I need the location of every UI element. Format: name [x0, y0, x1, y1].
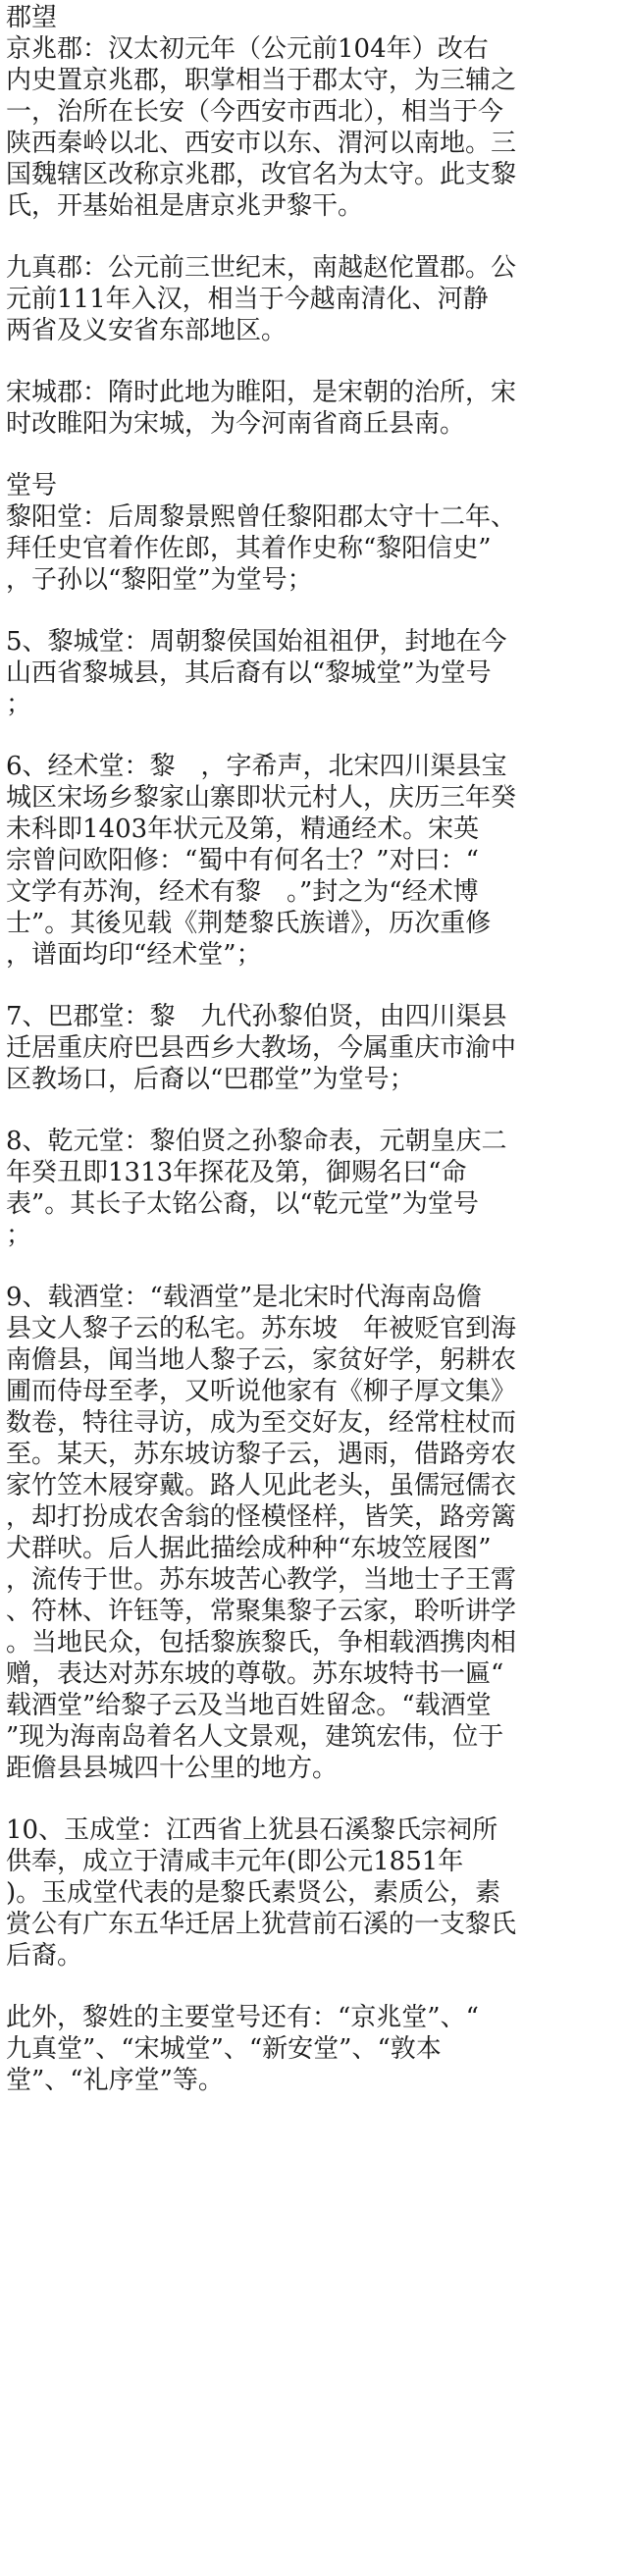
text-line: 城区宋场乡黎家山寨即状元村人，庆历三年癸: [6, 783, 517, 813]
text-line: 宗曾问欧阳修：“蜀中有何名士？”对曰：“: [6, 846, 479, 875]
text-line: 九真郡：公元前三世纪末，南越赵佗置郡。公: [6, 253, 517, 283]
text-line: 区教场口，后裔以“巴郡堂”为堂号；: [6, 1065, 415, 1094]
text-line: 圃而侍母至孝，又听说他家有《柳子厚文集》: [6, 1377, 517, 1406]
text-line: 元前111年入汉，相当于今越南清化、河静: [6, 285, 489, 314]
text-line: 氏，开基始祖是唐京兆尹黎干。: [6, 191, 364, 221]
text-line: 7、巴郡堂：黎 九代孙黎伯贤，由四川渠县: [6, 1002, 507, 1031]
text-line: 表”。其长子太铭公裔，以“乾元堂”为堂号: [6, 1189, 479, 1219]
text-line: ，流传于世。苏东坡苦心教学，当地士子王霄: [6, 1565, 517, 1595]
text-line: 两省及义安省东部地区。: [6, 316, 288, 345]
paragraph-jiuzhen: [6, 252, 624, 346]
text-line: 拜任史官着作佐郎，其着作史称“黎阳信史”: [6, 534, 492, 563]
text-line: 京兆郡：汉太初元年（公元前104年）改右: [6, 34, 489, 64]
document-body: [6, 2, 624, 2096]
paragraph-jingzhao: [6, 33, 624, 222]
text-line: 、符林、许钰等，常聚集黎子云家，聆听讲学: [6, 1597, 517, 1626]
text-line: 文学有苏洵，经术有黎 。”封之为“经术博: [6, 877, 479, 907]
text-line: 10、玉成堂：江西省上犹县石溪黎氏宗祠所: [6, 1815, 498, 1845]
paragraph-others: [6, 2002, 624, 2096]
text-line: 5、黎城堂：周朝黎侯国始祖祖伊，封地在今: [6, 627, 507, 657]
paragraph-zaijiu: [6, 1282, 624, 1784]
text-line: 供奉，成立于清咸丰元年(即公元1851年: [6, 1847, 464, 1876]
paragraph-qianyuan: [6, 1126, 624, 1251]
text-line: 内史置京兆郡，职掌相当于郡太守，为三辅之: [6, 66, 517, 95]
text-line: 一，治所在长安（今西安市西北），相当于今: [6, 97, 504, 127]
text-line: 黎阳堂：后周黎景熙曾任黎阳郡太守十二年、: [6, 502, 517, 532]
text-line: 距儋县县城四十公里的地方。: [6, 1754, 339, 1783]
text-line: 时改睢阳为宋城，为今河南省商丘县南。: [6, 409, 466, 439]
text-line: 载酒堂”给黎子云及当地百姓留念。“载酒堂: [6, 1691, 492, 1720]
section-heading-junwang: 郡望: [6, 3, 58, 32]
text-line: ”现为海南岛着名人文景观，建筑宏伟，位于: [6, 1722, 504, 1752]
paragraph-jingshu: [6, 751, 624, 971]
text-line: ；: [6, 1221, 32, 1250]
text-line: 赏公有广东五华迁居上犹营前石溪的一支黎氏: [6, 1910, 517, 1939]
paragraph-yucheng: [6, 1814, 624, 1971]
text-line: )。玉成堂代表的是黎氏素贤公，素质公，素: [6, 1878, 501, 1908]
text-line: 犬群吠。后人据此描绘成种种“东坡笠屐图”: [6, 1534, 492, 1563]
text-line: 6、经术堂：黎 ，字希声，北宋四川渠县宝: [6, 752, 507, 781]
text-line: 陕西秦岭以北、西安市以东、渭河以南地。三: [6, 129, 517, 158]
text-line: ，却打扮成农舍翁的怪模怪样，皆笑，路旁篱: [6, 1502, 517, 1532]
paragraph-liyang: [6, 501, 624, 596]
text-line: 未科即1403年状元及第，精通经术。宋英: [6, 815, 480, 844]
text-line: 8、乾元堂：黎伯贤之孙黎命表，元朝皇庆二: [6, 1127, 507, 1156]
text-line: 山西省黎城县，其后裔有以“黎城堂”为堂号: [6, 658, 492, 688]
text-line: 。当地民众，包括黎族黎氏，争相载酒携肉相: [6, 1628, 517, 1657]
text-line: 赠，表达对苏东坡的尊敬。苏东坡特书一匾“: [6, 1659, 504, 1689]
text-line: 数卷，特往寻访，成为至交好友，经常柱杖而: [6, 1408, 517, 1438]
text-line: 后裔。: [6, 1941, 83, 1971]
text-line: 9、载酒堂：“载酒堂”是北宋时代海南岛儋: [6, 1283, 483, 1312]
text-line: 南儋县，闻当地人黎子云，家贫好学，躬耕农: [6, 1345, 517, 1375]
paragraph-bajun: [6, 1001, 624, 1095]
text-line: ，子孙以“黎阳堂”为堂号；: [6, 565, 313, 595]
text-line: 年癸丑即1313年探花及第，御赐名曰“命: [6, 1158, 467, 1187]
text-line: 迁居重庆府巴县西乡大教场，今属重庆市渝中: [6, 1033, 517, 1063]
text-line: 家竹笠木屐穿戴。路人见此老头，虽儒冠儒衣: [6, 1471, 517, 1500]
paragraph-songcheng: [6, 377, 624, 440]
section-heading-tanghao: 堂号: [6, 471, 58, 500]
text-line: 县文人黎子云的私宅。苏东坡 年被贬官到海: [6, 1314, 517, 1343]
text-line: 国魏辖区改称京兆郡，改官名为太守。此支黎: [6, 160, 517, 189]
text-line: ，谱面均印“经术堂”；: [6, 940, 262, 970]
text-line: 宋城郡：隋时此地为睢阳，是宋朝的治所，宋: [6, 378, 517, 407]
text-line: 九真堂”、“宋城堂”、“新安堂”、“敦本: [6, 2034, 442, 2064]
text-line: 堂”、“礼序堂”等。: [6, 2066, 224, 2095]
paragraph-licheng: [6, 626, 624, 720]
text-line: 至。某天，苏东坡访黎子云，遇雨，借路旁农: [6, 1440, 517, 1469]
text-line: 士”。其後见载《荆楚黎氏族谱》，历次重修: [6, 909, 492, 938]
text-line: 此外，黎姓的主要堂号还有：“京兆堂”、“: [6, 2003, 479, 2032]
text-line: ；: [6, 690, 32, 719]
